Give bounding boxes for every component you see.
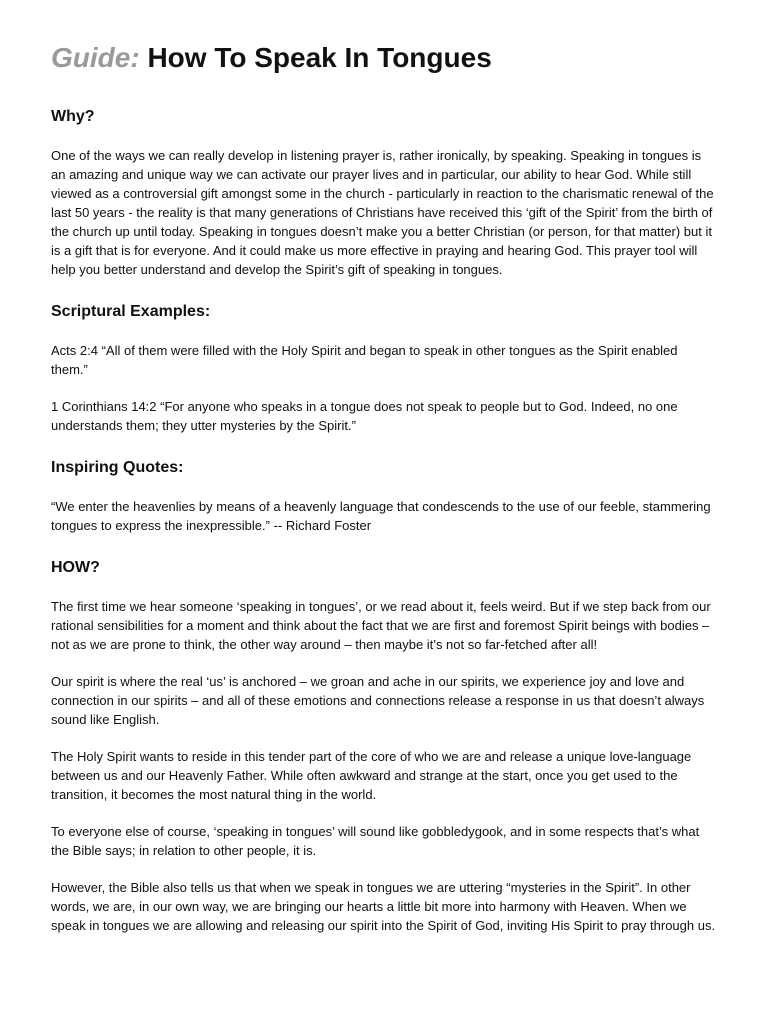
paragraph: To everyone else of course, ‘speaking in tongues’ will sound like gobbledygook, and in some respects that’s what the Bible says; in relation to other people, it is.	[51, 824, 700, 858]
section-scriptural-examples	[51, 301, 717, 435]
title-main: How To Speak In Tongues	[147, 42, 492, 73]
section-heading-inspiring-quotes: Inspiring Quotes:	[51, 459, 184, 476]
section-heading-scriptural-examples: Scriptural Examples:	[51, 303, 211, 320]
paragraph: Acts 2:4 “All of them were filled with the Holy Spirit and began to speak in other tongues as the Spirit enabled them.”	[51, 343, 678, 377]
paragraph: The Holy Spirit wants to reside in this tender part of the core of who we are and release a unique love-language between us and our Heavenly Father. While often awkward and strange at the start, once you get used to the transition, it becomes the most natural thing in the world.	[51, 749, 692, 802]
page-title	[51, 40, 717, 76]
paragraph: The first time we hear someone ‘speaking in tongues’, or we read about it, feels weird. But if we step back from our rational sensibilities for a moment and think about the fact that we are first and foremost Spirit beings with bodies – not as we are prone to think, the other way around – then maybe it’s not so far-fetched after all!	[51, 599, 711, 652]
paragraph: One of the ways we can really develop in listening prayer is, rather ironically, by speaking. Speaking in tongues is an amazing and unique way we can activate our prayer lives and in particular, our ability to hear God. While still viewed as a controversial gift amongst some in the church - particularly in reaction to the charismatic renewal of the last 50 years - the reality is that many generations of Christians have received this ‘gift of the Spirit’ from the birth of the church up until today. Speaking in tongues doesn’t make you a better Christian (or person, for that matter) but it is a gift that is for everyone. And it could make us more effective in praying and hearing God. This prayer tool will help you better understand and develop the Spirit’s gift of speaking in tongues.	[51, 148, 714, 277]
paragraph: However, the Bible also tells us that when we speak in tongues we are uttering “mysteries in the Spirit”. In other words, we are, in our own way, we are bringing our hearts a little bit more into harmony with Heaven. When we speak in tongues we are allowing and releasing our spirit into the Spirit of God, inviting His Spirit to pray through us.	[51, 880, 716, 933]
quote-paragraph: “We enter the heavenlies by means of a heavenly language that condescends to the use of our feeble, stammering tongues to express the inexpressible.” -- Richard Foster	[51, 499, 711, 533]
section-how	[51, 557, 717, 935]
section-inspiring-quotes	[51, 457, 717, 535]
section-why	[51, 106, 717, 279]
paragraph: Our spirit is where the real ‘us’ is anchored – we groan and ache in our spirits, we experience joy and love and connection in our spirits – and all of these emotions and connections release a response in us that doesn’t always sound like English.	[51, 674, 705, 727]
paragraph: 1 Corinthians 14:2 “For anyone who speaks in a tongue does not speak to people but to God. Indeed, no one understands them; they utter mysteries by the Spirit.”	[51, 399, 678, 433]
section-heading-how: HOW?	[51, 559, 100, 576]
title-prefix: Guide:	[51, 42, 140, 73]
section-heading-why: Why?	[51, 108, 95, 125]
